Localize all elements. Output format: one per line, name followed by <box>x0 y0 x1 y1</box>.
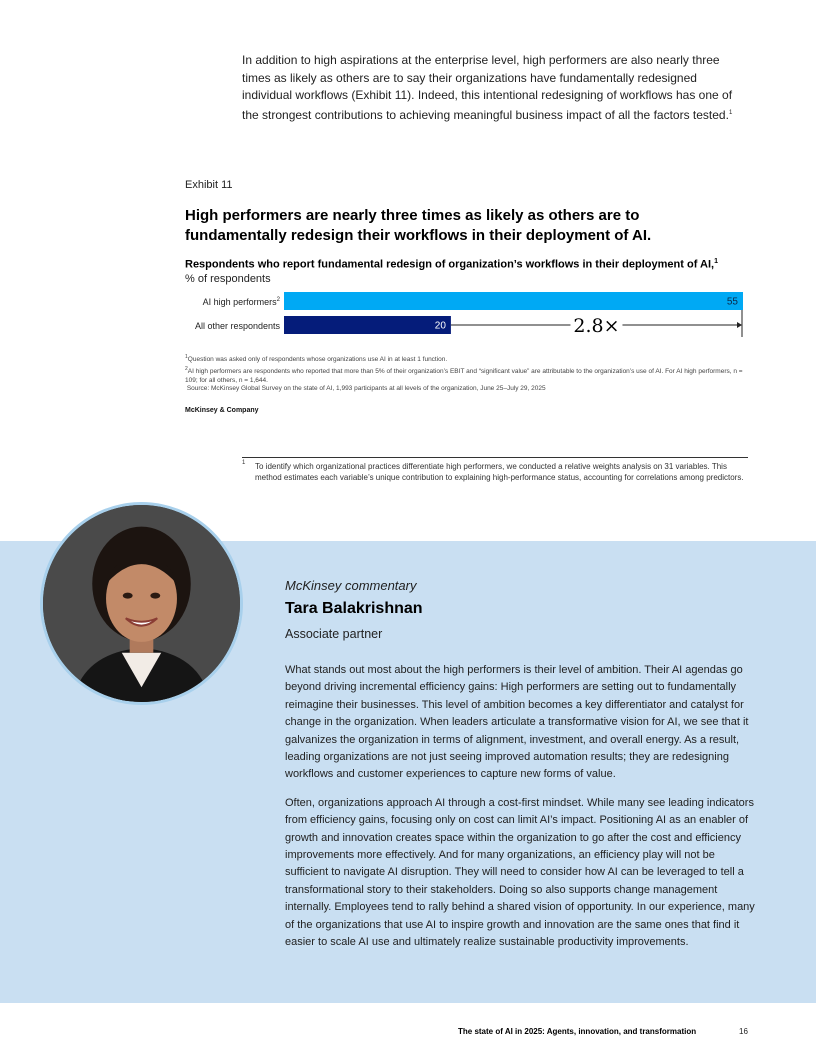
commentary-body <box>285 662 755 963</box>
chart-subtitle-ref: 1 <box>714 258 718 265</box>
category-label-text: All other respondents <box>194 321 280 331</box>
source-note <box>185 385 745 394</box>
source-text: Source: McKinsey Global Survey on the state of AI, 1,993 participants at all levels of the organization, June 25–July 29, 2025 <box>186 385 546 393</box>
chart-subtitle-text: Respondents who report fundamental redesign of organization’s workflows in their deployment of AI, <box>185 258 715 271</box>
exhibit-label: Exhibit 11 <box>185 179 233 191</box>
intro-footnote-ref[interactable]: 1 <box>728 109 733 116</box>
bar-value-label: 20 <box>434 320 446 332</box>
bar-chart <box>283 290 748 344</box>
chart-unit: % of respondents <box>185 273 271 285</box>
bar-2 <box>284 316 451 334</box>
avatar <box>40 502 243 705</box>
category-label-high-performers <box>80 297 280 307</box>
category-label-text: AI high performers <box>202 297 277 307</box>
page-number: 16 <box>739 1027 748 1036</box>
exhibit-title: High performers are nearly three times as likely as others are to fundamentally redesign their workflows in their deployment of AI. <box>185 207 652 244</box>
comparison-annotation: 2.8× <box>573 315 620 337</box>
category-label-ref: 2 <box>276 297 280 303</box>
footnote-ref: 1 <box>185 354 188 360</box>
exhibit-footnotes <box>185 353 745 394</box>
commentator-role: Associate partner <box>285 627 383 641</box>
chart-subtitle <box>185 258 718 271</box>
portrait-illustration <box>43 505 240 702</box>
intro-text: In addition to high aspirations at the enterprise level, high performers are also nearly three times as likely as others are to say their organizations have fundamentally redesigned individual workflows (Exhibit 11). Indeed, this intentional redesigning of workflows has one of the strongest contributions to achieving meaningful business impact of all the factors tested. <box>242 53 733 122</box>
commentator-name: Tara Balakrishnan <box>285 600 423 617</box>
bar-value-label: 55 <box>726 296 738 308</box>
footnote-2 <box>185 365 745 385</box>
comparison-arrow-head <box>737 322 742 328</box>
footnote-1 <box>185 353 745 365</box>
portrait-photo <box>43 505 240 702</box>
commentary-paragraph: What stands out most about the high performers is their level of ambition. Their AI agendas go beyond driving incremental efficiency gains: High performers are setting out to fundamentally reimagine their businesses. This level of ambition becomes a key differentiator and catalyst for change in the organization. When leaders articulate a transformative vision for AI, we see that it galvanizes the organization in terms of alignment, investment, and overall energy. As a result, leading organizations are not just seeing improved automation results; they are redesigning workflows and customer experiences to capture new forms of value. <box>285 664 749 781</box>
page-footnote-number: 1 <box>242 460 246 466</box>
brand-label: McKinsey & Company <box>185 407 259 414</box>
page-footnote-text: To identify which organizational practices differentiate high performers, we conducted a relative weights analysis on 31 variables. This method estimates each variable’s unique contribution to explaining high-performance status, accounting for correlations among predictors. <box>255 462 744 482</box>
category-label-all-others <box>80 321 280 331</box>
bar-1 <box>284 292 743 310</box>
footnote-text: Question was asked only of respondents whose organizations use AI in at least 1 function. <box>187 356 448 364</box>
footer-report-title: The state of AI in 2025: Agents, innovation, and transformation <box>458 1027 697 1036</box>
commentary-label: McKinsey commentary <box>285 578 417 593</box>
footnote-ref: 2 <box>185 365 188 372</box>
intro-paragraph <box>242 52 747 124</box>
footnote-divider <box>242 457 748 458</box>
commentary-paragraph: Often, organizations approach AI through a cost-first mindset. While many see leading indicators from efficiency gains, focusing only on cost can limit AI’s impact. Positioning AI as an enabler of growth and innovation creates space within the organization to go after the cost and efficiency improvements more effectively. And for many organizations, an efficiency play will not be sufficient to navigate AI disruption. They will need to consider how AI can be leveraged to tell a transformational story to their stakeholders. Doing so also supports change management internally. Employees tend to rally behind a shared vision of opportunity. In our experience, many of the organizations that use AI to inspire growth and innovation are the same ones that find it easier to scale AI use and ultimately realize sustainable productivity improvements. <box>285 796 755 949</box>
footnote-text: AI high performers are respondents who reported that more than 5% of their organization’s EBIT and “significant value” are attributable to the organization’s use of AI. For AI high performers, n = 109; for all others, n = 1,644. <box>185 367 743 384</box>
